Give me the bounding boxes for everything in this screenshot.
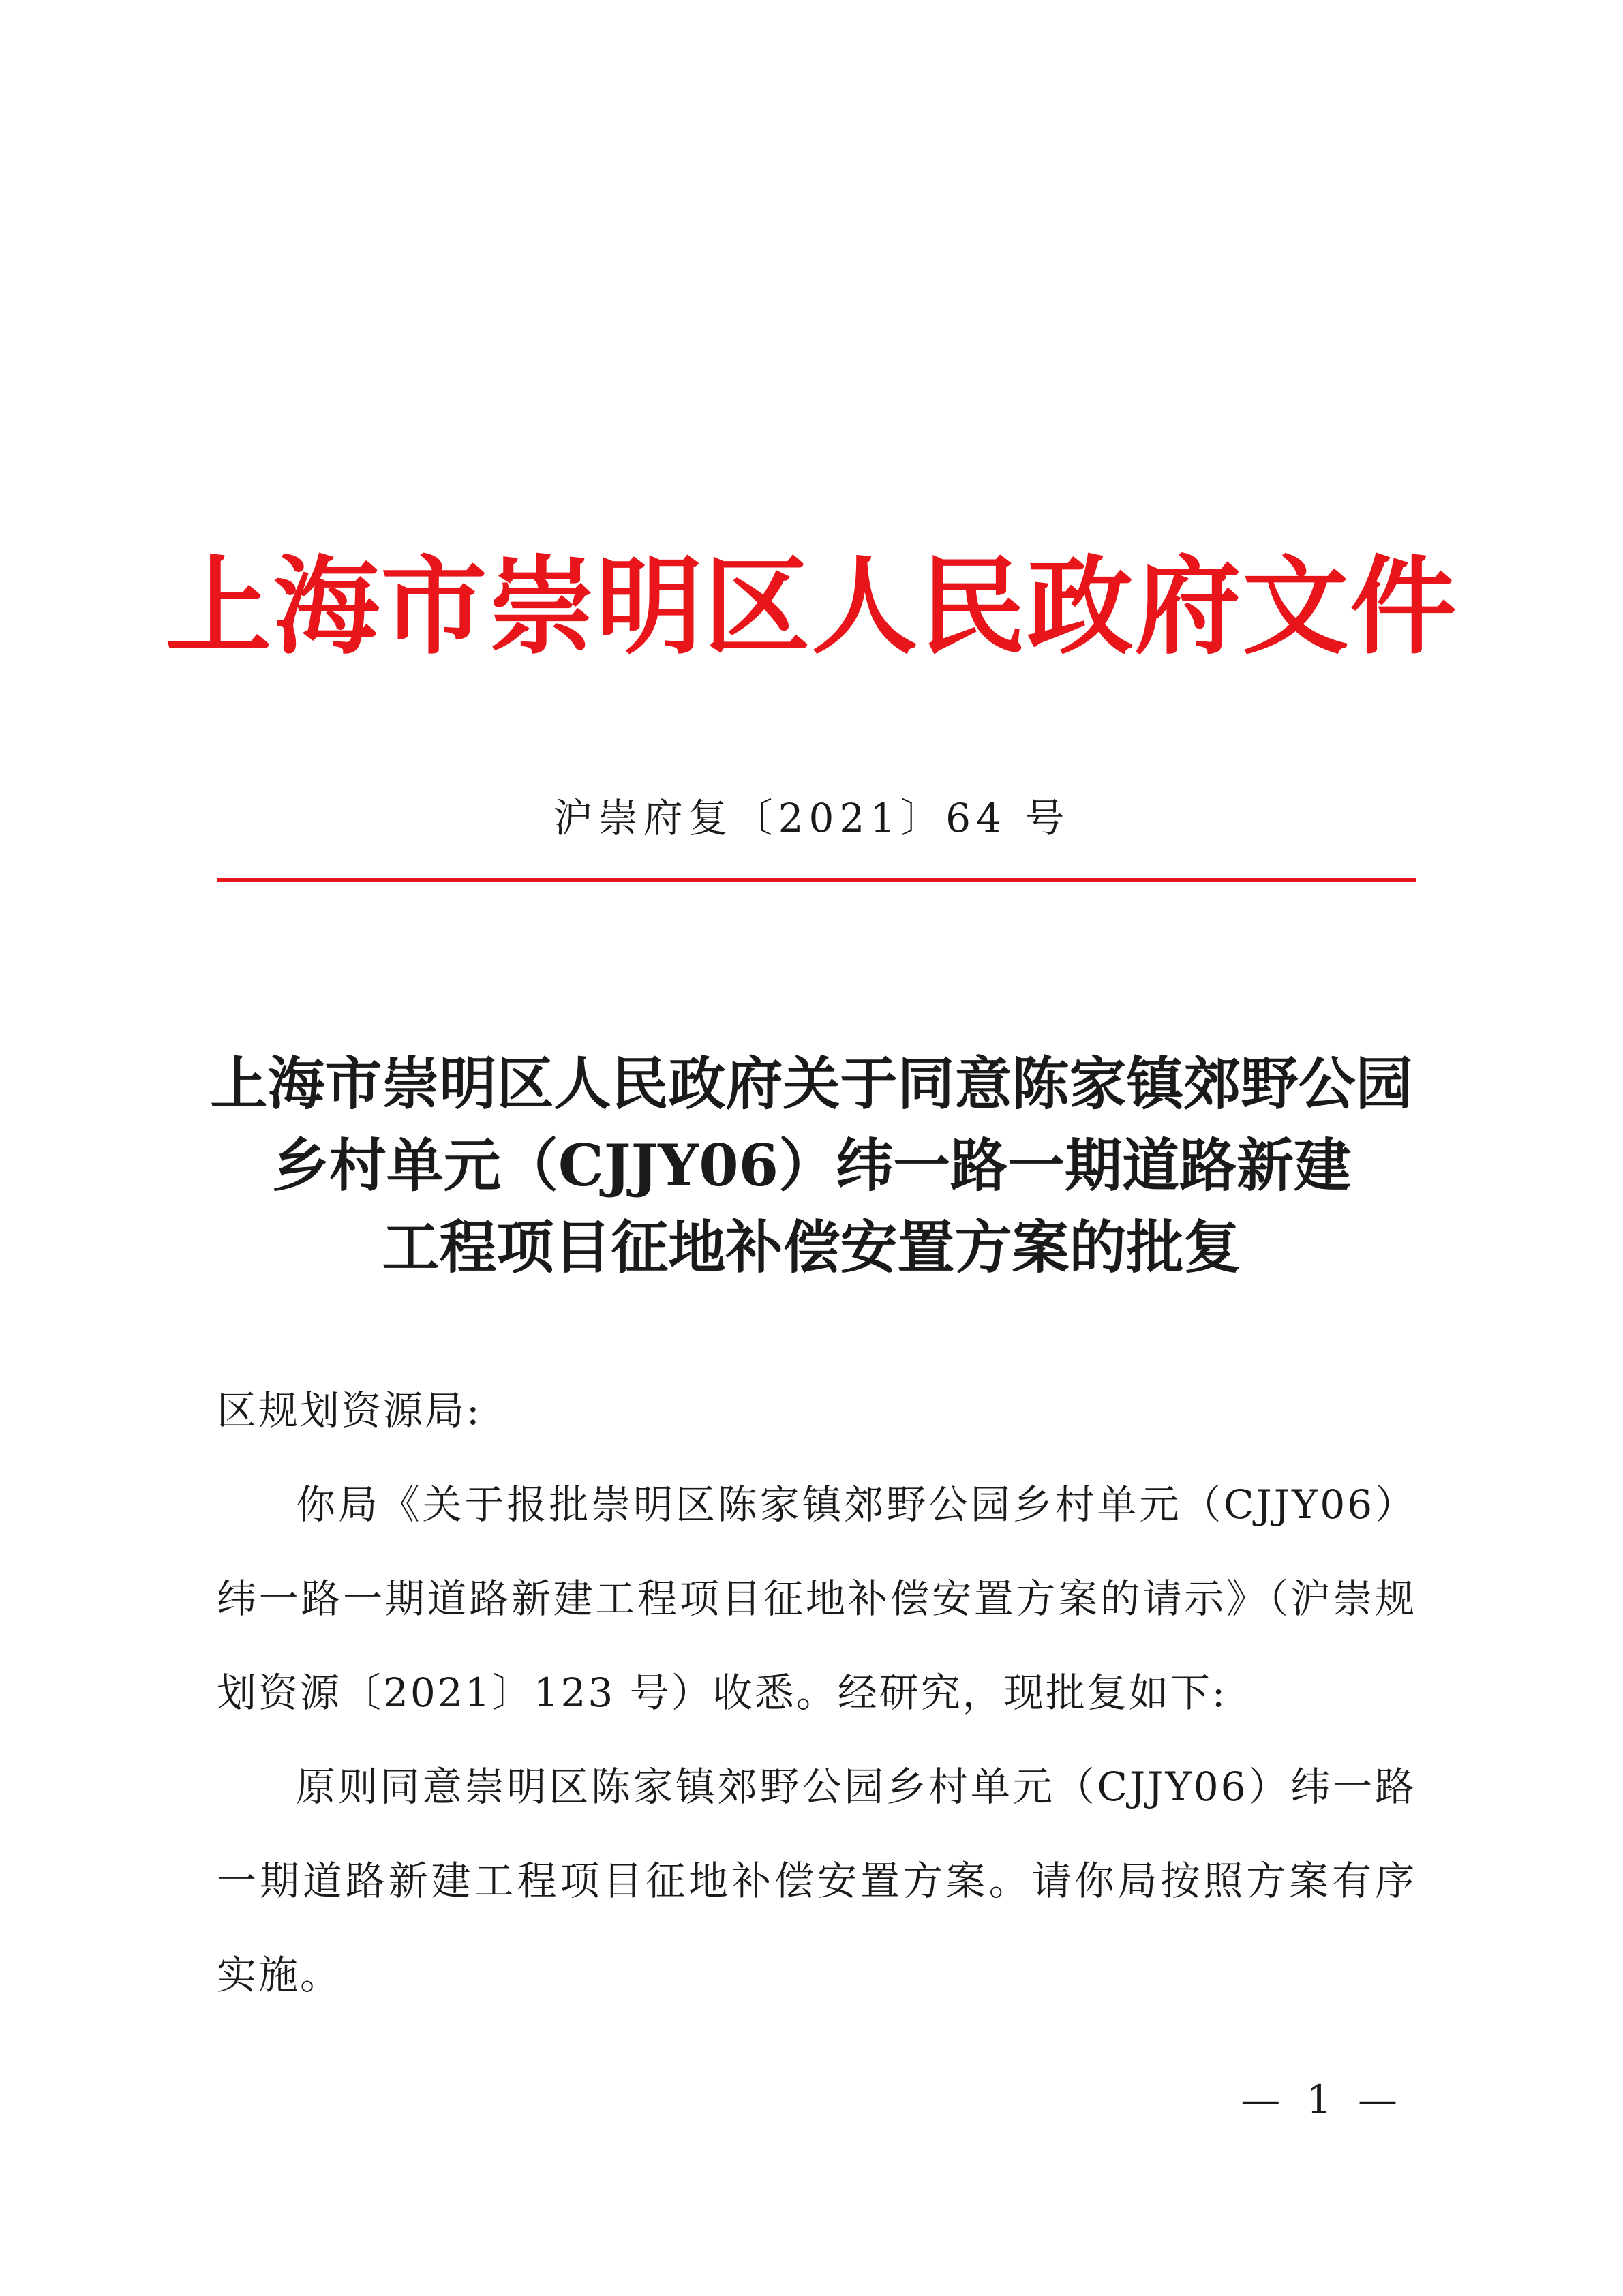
document-title-line: 上海市崇明区人民政府关于同意陈家镇郊野公园 [210,1050,1413,1117]
document-header-title: 上海市崇明区人民政府文件 [165,544,1458,669]
document-number: 沪崇府复〔2021〕64 号 [553,795,1070,841]
document-title [136,1043,1487,1288]
document-body [217,1363,1416,2022]
page-number: — 1 — [1241,2076,1404,2123]
body-paragraph: 原则同意崇明区陈家镇郊野公园乡村单元（CJJY06）纬一路一期道路新建工程项目征地补偿安置方案。请你局按照方案有序实施。 [217,1764,1416,1998]
document-title-line: 工程项目征地补偿安置方案的批复 [382,1213,1241,1281]
document-title-line: 乡村单元（CJJY06）纬一路一期道路新建 [271,1132,1352,1199]
body-paragraph: 你局《关于报批崇明区陈家镇郊野公园乡村单元（CJJY06）纬一路一期道路新建工程项目征地补偿安置方案的请示》（沪崇规划资源〔2021〕123 号）收悉。经研究，现批复如下: [217,1481,1416,1716]
recipient: 区规划资源局: [217,1387,482,1434]
header-divider [217,878,1416,882]
